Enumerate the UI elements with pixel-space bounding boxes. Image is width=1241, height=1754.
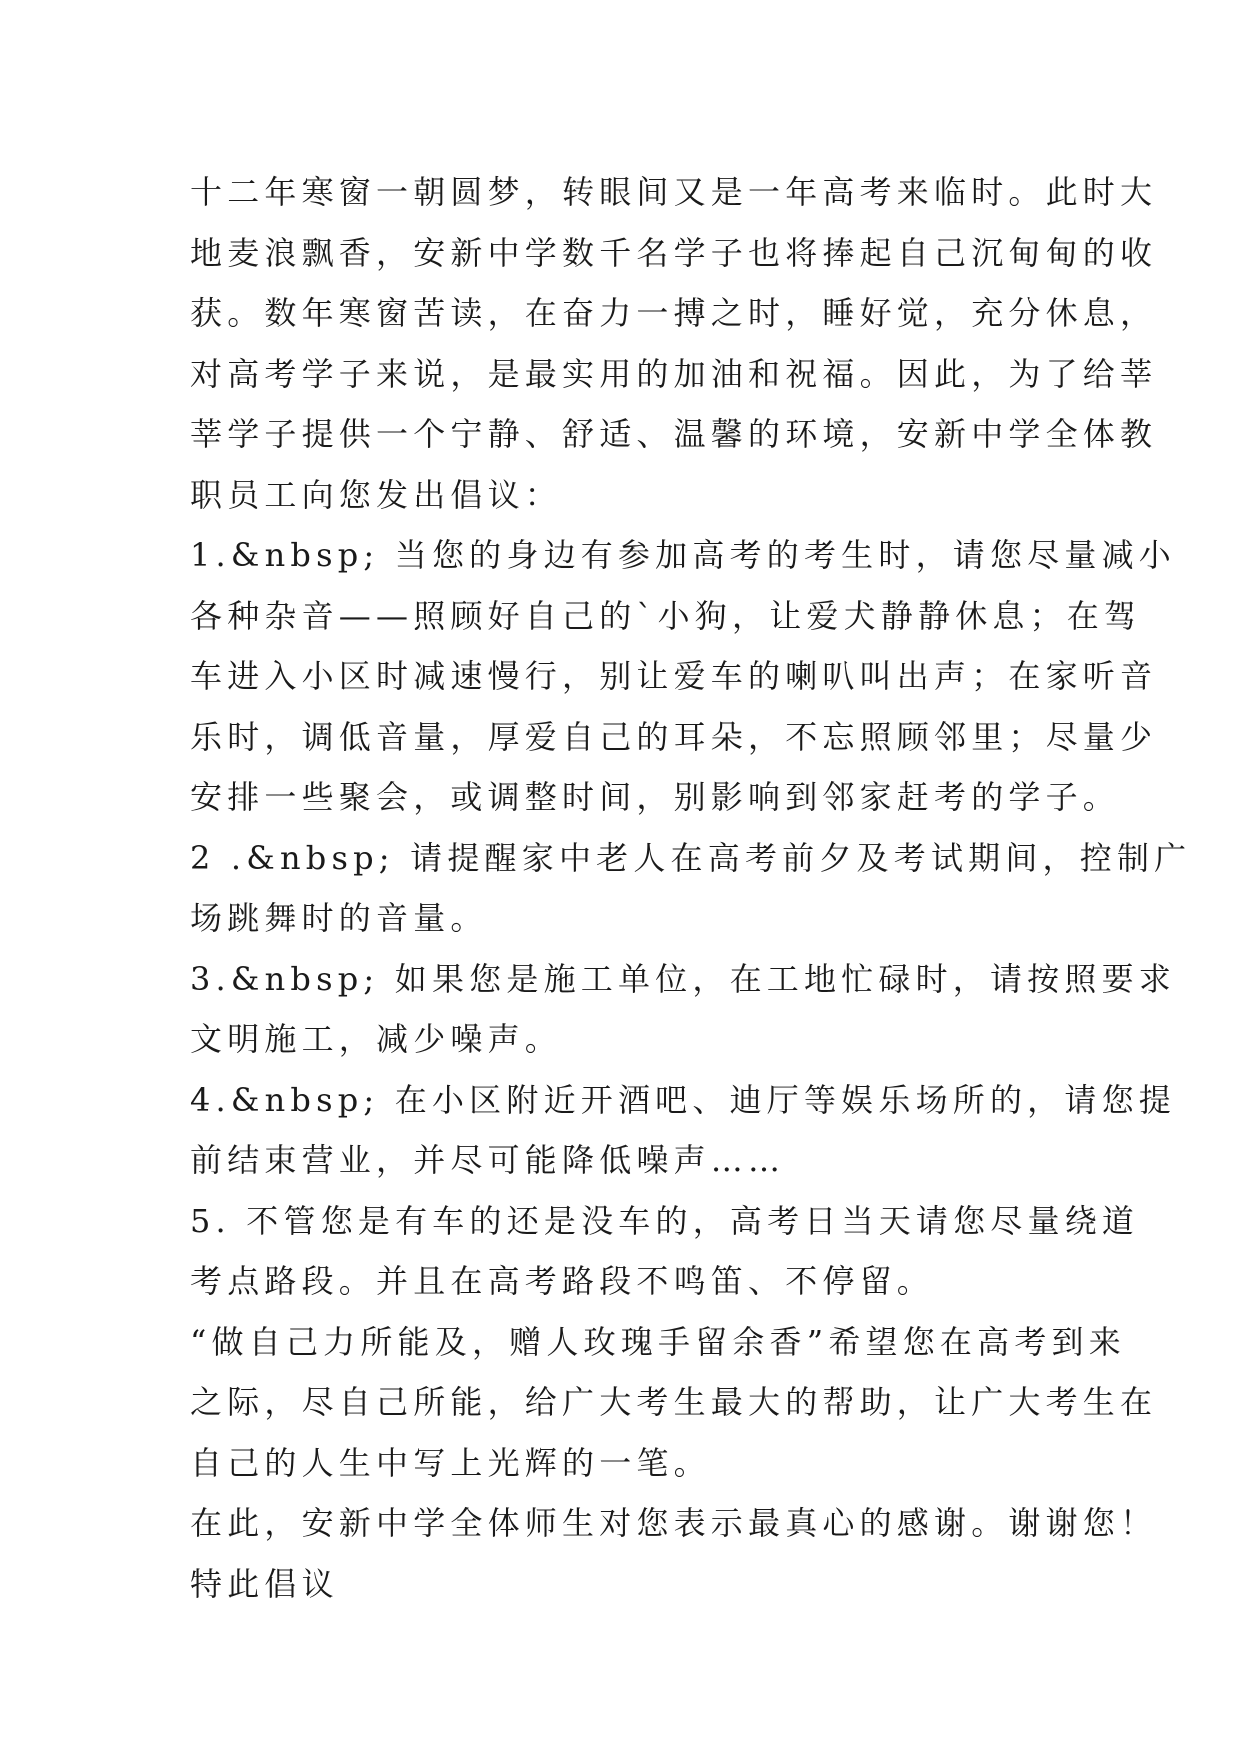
text-line: 之际，尽自己所能，给广大考生最大的帮助，让广大考生在	[190, 1383, 1158, 1421]
text-line: 4.&nbsp; 在小区附近开酒吧、迪厅等娱乐场所的，请您提	[190, 1080, 1176, 1119]
text-line: 自己的人生中写上光辉的一笔。	[190, 1443, 711, 1482]
text-line: 十二年寒窗一朝圆梦，转眼间又是一年高考来临时。此时大	[190, 173, 1158, 211]
text-line: 3.&nbsp; 如果您是施工单位，在工地忙碌时，请按照要求	[190, 959, 1176, 998]
text-line: 车进入小区时减速慢行，别让爱车的喇叭叫出声；在家听音	[190, 657, 1158, 695]
document-body	[190, 162, 1192, 1614]
text-line: 各种杂音——照顾好自己的`小狗，让爱犬静静休息；在驾	[190, 596, 1142, 635]
text-line: 文明施工，减少噪声。	[190, 1020, 563, 1058]
text-line: 莘学子提供一个宁静、舒适、温馨的环境，安新中学全体教	[190, 415, 1158, 453]
text-line: 特此倡议	[190, 1564, 339, 1603]
text-line: 考点路段。并且在高考路段不鸣笛、不停留。	[190, 1262, 935, 1300]
text-line: 获。数年寒窗苦读，在奋力一搏之时，睡好觉，充分休息，	[190, 294, 1158, 332]
text-line: 前结束营业，并尽可能降低噪声……	[190, 1141, 786, 1179]
text-line: 场跳舞时的音量。	[190, 899, 488, 937]
text-line: 乐时，调低音量，厚爱自己的耳朵，不忘照顾邻里；尽量少	[190, 717, 1158, 756]
text-line: 职员工向您发出倡议：	[190, 475, 563, 514]
text-line: “做自己力所能及，赠人玫瑰手留余香”希望您在高考到来	[190, 1322, 1126, 1361]
text-line: 在此，安新中学全体师生对您表示最真心的感谢。谢谢您！	[190, 1504, 1158, 1542]
text-line: 安排一些聚会，或调整时间，别影响到邻家赶考的学子。	[190, 778, 1121, 816]
text-line: 2 .&nbsp; 请提醒家中老人在高考前夕及考试期间，控制广	[190, 838, 1192, 877]
text-line: 对高考学子来说，是最实用的加油和祝福。因此，为了给莘	[190, 354, 1158, 393]
text-line: 1.&nbsp; 当您的身边有参加高考的考生时，请您尽量减小	[190, 536, 1176, 574]
text-line: 5. 不管您是有车的还是没车的，高考日当天请您尽量绕道	[190, 1201, 1140, 1240]
text-line: 地麦浪飘香，安新中学数千名学子也将捧起自己沉甸甸的收	[190, 233, 1158, 272]
